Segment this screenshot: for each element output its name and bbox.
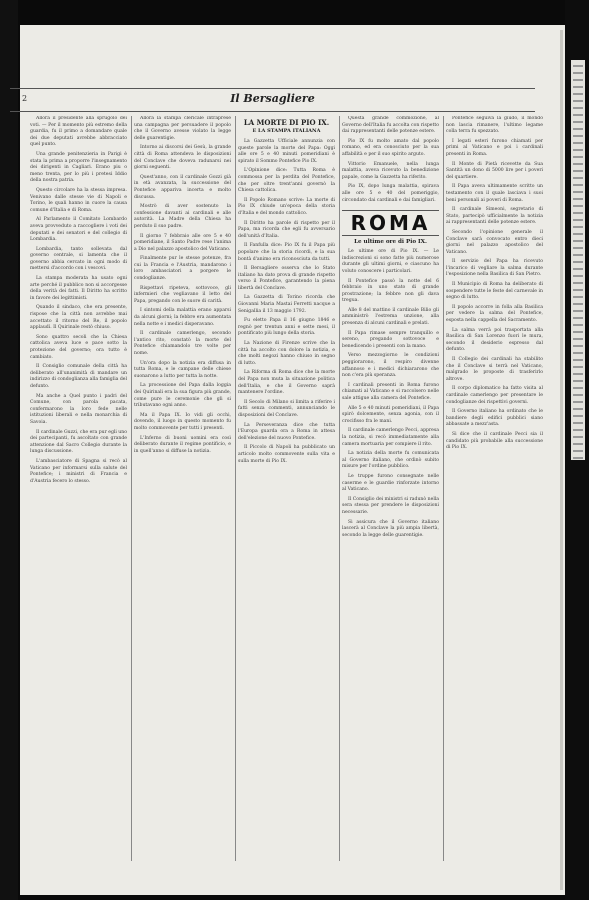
article-paragraph: Quando il sindaco, che era presente, rispose che la città non avrebbe mai accettato il ritorno del Re, il popolo applaudì. Il Quirinale restò chiuso.: [30, 305, 127, 331]
article-paragraph: L'ambasciatore di Spagna si recò al Vaticano per informarsi sulla salute del Pontefice; i ministri di Francia e d'Austria fecero lo stesso.: [30, 458, 127, 484]
adjacent-page-strip: [571, 60, 585, 460]
column-3: [238, 116, 335, 861]
page-marker: 2: [22, 94, 28, 103]
masthead: [10, 88, 535, 112]
column-5: [446, 116, 543, 861]
article-paragraph: Il Secolo di Milano si limita a riferire i fatti senza commenti, annunciando le disposizioni del Conclave.: [238, 399, 335, 418]
article-paragraph: Pontefice seguiva la giudo, il mondo non lascia rimanere, l'ultimo legame colla terra fu spezzato.: [446, 116, 543, 135]
section-heading-roma: ROMA: [342, 210, 439, 236]
article-paragraph: Il Papa rimase sempre tranquillo e sereno, pregando sottovoce e benedicendo i presenti con la mano.: [342, 330, 439, 349]
article-paragraph: Ma anche a Quel punto i padri del Comune, con parola pacata, confermarono la loro fede nelle istituzioni liberali e nella monarchia di Savoia.: [30, 393, 127, 425]
article-paragraph: L'Opinione dice: Tutta Roma è commossa per la perdita del Pontefice, che per oltre trent'anni governò la Chiesa cattolica.: [238, 168, 335, 194]
article-paragraph: Il Fanfulla dice: Pio IX fu il Papa più popolare che la storia ricordi, e la sua bontà d'animo era riconosciuta da tutti.: [238, 243, 335, 262]
article-paragraph: Il Municipio di Roma ha deliberato di sospendere tutte le feste del carnevale in segno di lutto.: [446, 282, 543, 301]
column-rule: [443, 116, 444, 861]
article-subheadline: E LA STAMPA ITALIANA: [252, 128, 321, 134]
column-rule: [339, 116, 340, 861]
article-paragraph: Il Pontefice passò la notte del 6 febbraio in uno stato di grande prostrazione; la febbre non gli dava tregua.: [342, 278, 439, 304]
article-paragraph: La stampa moderata ha usato ogni arte perché il pubblico non si accorgesse della verità dei fatti. Il Diritto ha scritto in favore dei legittimisti.: [30, 276, 127, 301]
article-paragraph: Secondo l'opinione generale il Conclave sarà convocato entro dieci giorni nel palazzo apostolico del Vaticano.: [446, 229, 543, 255]
article-paragraph: Il Collegio dei cardinali ha stabilito che il Conclave si terrà nel Vaticano, malgrado le proposte di trasferirlo altrove.: [446, 357, 543, 382]
column-1: [30, 116, 127, 861]
newspaper-title: Il Bersagliere: [230, 92, 315, 105]
article-paragraph: Il Monte di Pietà ricevette da Sua Santità un dono di 5000 lire per i poveri del quartiere.: [446, 161, 543, 180]
column-rule: [235, 116, 236, 861]
article-paragraph: Ma il Papa IX. Io vidi gli occhi, dovendo, il luogo in questo momento fu molto commovente per tutti i presenti.: [134, 412, 231, 431]
article-paragraph: La notizia della morte fu comunicata al Governo italiano, che ordinò subito misure per l'ordine pubblico.: [342, 451, 439, 470]
article-paragraph: Il Papa aveva ultimamente scritto un testamento con il quale lasciava i suoi beni personali ai poveri di Roma.: [446, 184, 543, 203]
scan-left-border: [0, 0, 18, 900]
article-paragraph: Il corpo diplomatico ha fatto visita al cardinale camerlengo per presentare le condoglianze dei rispettivi governi.: [446, 386, 543, 405]
article-headline: LA MORTE DI PIO IX.: [243, 118, 330, 127]
article-paragraph: Rispettavi ripeteva, sottovoce, gli infermieri che vegliavano il letto del Papa, pregando con le suore di carità.: [134, 285, 231, 304]
page-fold: [560, 30, 563, 890]
article-paragraph: La Nazione di Firenze scrive che la città ha accolto con dolore la notizia, e che molti negozi hanno chiuso in segno di lutto.: [238, 341, 335, 366]
article-paragraph: Un'ora dopo la notizia era diffusa in tutta Roma, e le campane delle chiese suonarono a lutto per tutta la notte.: [134, 360, 231, 379]
column-4: [342, 116, 439, 861]
article-paragraph: Si dice che il cardinale Pecci sia il candidato più probabile alla successione di Pio IX.: [446, 431, 543, 451]
article-paragraph: Il Piccolo di Napoli ha pubblicato un articolo molto commovente sulla vita e sulla morte di Pio IX.: [238, 445, 335, 464]
article-paragraph: Allora la stampa clericale intraprese una campagna per persuadere il popolo che il Governo avesse violato la legge delle guarentigie.: [134, 116, 231, 141]
article-paragraph: Fu eletto Papa il 16 giugno 1846 e regnò per trentun anni e sette mesi, il pontificato più lungo della storia.: [238, 318, 335, 337]
article-paragraph: Vittorio Emanuele, nella lunga malattia, aveva ricevuto la benedizione papale, come la Gazzetta ha riferito.: [342, 161, 439, 180]
article-paragraph: Il Diritto ha parole di rispetto per il Papa, ma ricorda che egli fu avversario dell'unità d'Italia.: [238, 220, 335, 239]
article-paragraph: Il Consiglio dei ministri si radunò nella sera stessa per prendere le disposizioni necessarie.: [342, 496, 439, 515]
article-paragraph: Il Bersagliere osserva che lo Stato italiano ha dato prova di grande rispetto verso il Pontefice, garantendo la piena libertà del Conclave.: [238, 266, 335, 291]
article-paragraph: Il Popolo Romano scrive: La morte di Pio IX chiude un'epoca della storia d'Italia e del mondo cattolico.: [238, 197, 335, 216]
article-paragraph: Al Parlamento il Comitato Lombardo aveva provveduto a raccogliere i voti dei deputati e dei senatori e del collegio di Lombardia.: [30, 217, 127, 243]
article-paragraph: La Gazzetta Ufficiale annunzia con queste parole la morte del Papa: Oggi alle ore 5 e 40 minuti pomeridiani è spirato il Sommo Pontefice Pio IX.: [238, 139, 335, 164]
article-paragraph: La salma verrà poi trasportata alla Basilica di San Lorenzo fuori le mura, secondo il desiderio espresso dal defunto.: [446, 327, 543, 353]
article-paragraph: Il popolo accorre in folla alla Basilica per vedere la salma del Pontefice, esposta nella cappella del Sacramento.: [446, 304, 543, 324]
article-paragraph: I cardinali presenti in Roma furono chiamati al Vaticano e si raccolsero nelle sale attigue alla camera del Pontefice.: [342, 382, 439, 401]
article-paragraph: I sintomi della malattia erano apparsi da alcuni giorni; la febbre era aumentata nella notte e i medici disperavano.: [134, 308, 231, 327]
article-paragraph: Mostrò di aver sostenuto la confessione davanti ai cardinali e alle autorità. La Madre della Chiesa ha perduto il suo padre.: [134, 204, 231, 229]
article-paragraph: Il servizio del Papa ha ricevuto l'incarico di vegliare la salma durante l'esposizione nella Basilica di San Pietro.: [446, 259, 543, 278]
article-paragraph: La Riforma di Roma dice che la morte del Papa non muta la situazione politica dell'Italia, e che il Governo saprà mantenere l'ordine.: [238, 370, 335, 396]
article-paragraph: Intorno ai discorsi dei Gesù, la grande città di Roma attendeva le disposizioni del Conclave che doveva radunarsi nei giorni seguenti.: [134, 145, 231, 171]
article-paragraph: Il cardinale camerlengo, secondo l'antico rito, constatò la morte del Pontefice chiamandolo tre volte per nome.: [134, 331, 231, 356]
article-paragraph: Questo circolare ha la stessa impresa. Venivano dalle stesse vie di Napoli e Torino, le quali hanno in cuore la causa comune d'Italia e di Roma.: [30, 187, 127, 213]
article-paragraph: Questa grande commozione, al Governo dell'Italia fu accolta con rispetto dai rappresentanti delle potenze estere.: [342, 116, 439, 135]
article-paragraph: Pio IX, dopo lunga malattia, spirava alle ore 5 e 40 del pomeriggio, circondato dai cardinali e dai famigliari.: [342, 184, 439, 203]
article-paragraph: Una grande penitenzieria in Parigi è stata la prima a proporre l'insegnamento dei dirigenti in Cagliari. Erano piu o meno trenta, per lo più i pretesi Iddio della nostra patria.: [30, 151, 127, 184]
article-paragraph: Sono quattro secoli che la Chiesa cattolica aveva luce e pace sotto la protezione del governo; ora tutto è cambiato.: [30, 334, 127, 360]
article-paragraph: La Gazzetta di Torino ricorda che Giovanni Maria Mastai Ferretti nacque a Senigallia il 13 maggio 1792.: [238, 295, 335, 314]
article-paragraph: Il cardinale camerlengo Pecci, appresa la notizia, si recò immediatamente alla camera mortuaria per compiere il rito.: [342, 428, 439, 447]
article-paragraph: Il giorno 7 febbraio alle ore 5 e 40 pomeridiane, il Santo Padre rese l'anima a Dio nel palazzo apostolico del Vaticano.: [134, 233, 231, 252]
article-paragraph: Finalmente pur le stesse potenze, fra cui la Francia e l'Austria, mandarono i loro ambasciatori a porgere le condoglianze.: [134, 256, 231, 282]
article-paragraph: La processione del Papa dalla loggia dei Quirinali era la sua figura più grande, come pure le ceremonie che gli si tributavano ogni anno.: [134, 383, 231, 409]
article-paragraph: Lombardia, tanto sollevata dal governo centrale, si lamenta che il governo abbia cercato in ogni modo di mettersi d'accordo con i vescovi.: [30, 246, 127, 272]
article-paragraph: La Perseveranza dice che tutta l'Europa guarda ora a Roma in attesa dell'elezione del nuovo Pontefice.: [238, 422, 335, 441]
article-paragraph: Si assicura che il Governo italiano lascerà al Conclave la più ampia libertà, secondo la legge delle guarentigie.: [342, 519, 439, 538]
column-2: [134, 116, 231, 861]
article-paragraph: Il cardinale Simeoni, segretario di Stato, partecipò ufficialmente la notizia ai rappresentanti delle potenze estere.: [446, 207, 543, 226]
article-paragraph: I legati esteri furono chiamati per primi al Vaticano e poi i cardinali presenti in Roma.: [446, 138, 543, 157]
article-paragraph: Verso mezzogiorno le condizioni peggiorarono, il respiro divenne affannoso e i medici dichiararono che non c'era più speranza.: [342, 353, 439, 379]
article-paragraph: Allora il presidente alla sprugolo dei voti. — Per il momento più estremo della guardia, fu il primo a domandare quale dei due deputati avrebbe abbracciato quel punto.: [30, 116, 127, 148]
article-paragraph: Le ultime ore di Pio IX. — Le indiscrezioni si sono fatte più numerose durante gli ultimi giorni, e ciascuno ha voluto conoscere i particolari.: [342, 249, 439, 274]
article-paragraph: Alle 8 del mattino il cardinale Bilio gli amministrò l'estrema unzione, alla presenza di alcuni cardinali e prelati.: [342, 307, 439, 327]
article-paragraph: Le truppe furono consegnate nelle caserme e le guardie rinforzate intorno al Vaticano.: [342, 473, 439, 493]
article-paragraph: Il cardinale Guzzi, che era pur egli uno dei partecipanti, fu ascoltato con grande attenzione dal Sacro Collegio durante la lunga discussione.: [30, 429, 127, 455]
article-paragraph: Quest'anno, con il cardinale Gozzi già in età avanzata, la successione del Pontefice appariva incerta e molto discussa.: [134, 174, 231, 200]
article-paragraph: Pio IX fu molto amato dal popolo romano, ed era conosciuto per la sua affabilità e per il suo spirito arguto.: [342, 138, 439, 157]
section-subheading: Le ultime ore di Pio IX.: [354, 239, 427, 246]
article-paragraph: Il Governo italiano ha ordinato che le bandiere degli edifici pubblici siano abbassate a mezz'asta.: [446, 409, 543, 428]
article-paragraph: Alle 5 e 40 minuti pomeridiani, il Papa spirò dolcemente, senza agonia, con il crocifisso fra le mani.: [342, 405, 439, 424]
article-paragraph: Il Consiglio comunale della città ha deliberato all'unanimità di mandare un indirizzo di condoglianza alla famiglia del defunto.: [30, 364, 127, 389]
column-rule: [131, 116, 132, 861]
article-paragraph: L'Inferno di buoni uomini era così deliberato durante il regime pontificio, e in quell'anno si diffuse la notizia.: [134, 435, 231, 454]
